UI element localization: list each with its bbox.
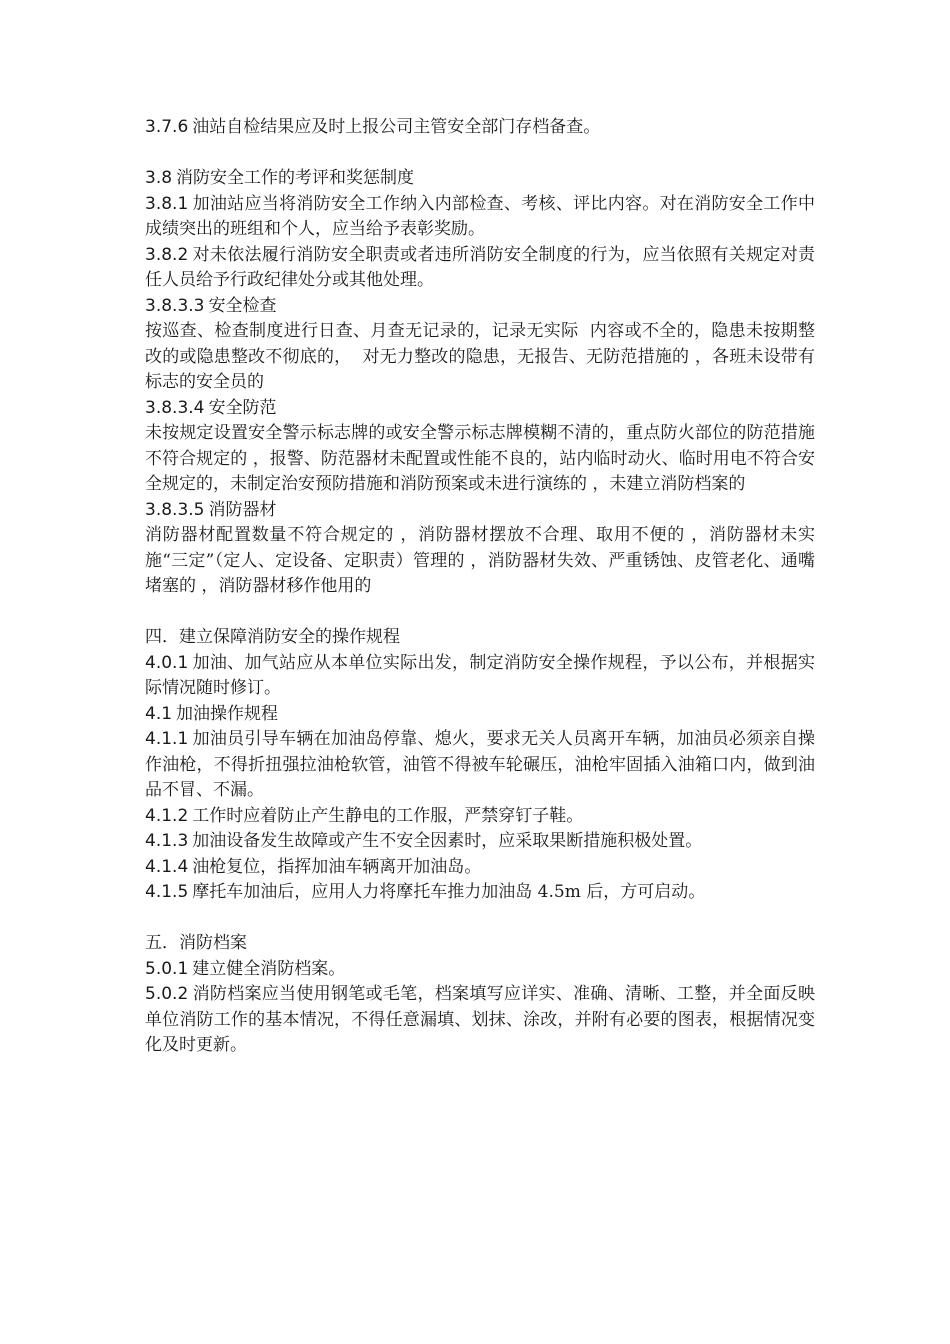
- section-number: 5.0.2: [145, 984, 189, 1004]
- paragraph-text: 对未依法履行消防安全职责或者违所消防安全制度的行为，应当依照有关规定对责任人员给予行政纪律处分或其他处理。: [145, 244, 815, 290]
- paragraph: [145, 931, 815, 957]
- paragraph-text: 加油站应当将消防安全工作纳入内部检查、考核、评比内容。对在消防安全工作中成绩突出的班组和个人，应当给予表彰奖励。: [145, 193, 815, 239]
- paragraph: [145, 855, 815, 881]
- paragraph: [145, 957, 815, 983]
- section-number: 3.8.2: [145, 244, 189, 265]
- section-number: 4.1.2: [145, 805, 189, 826]
- paragraph-text: 五．消防档案: [145, 933, 247, 953]
- paragraph-text: 加油设备发生故障或产生不安全因素时，应采取果断措施积极处置。: [192, 831, 703, 851]
- section-number: 4.1.1: [145, 729, 189, 749]
- paragraph-text: 四．建立保障消防安全的操作规程: [145, 627, 400, 647]
- section-number: 4.1.5: [145, 882, 189, 902]
- paragraph: [145, 727, 815, 804]
- section-number: 3.8: [145, 168, 173, 188]
- paragraph-text: 加油员引导车辆在加油岛停靠、熄火，要求无关人员离开车辆，加油员必须亲自操作油枪，不得折扭强拉油枪软管，油管不得被车轮碾压，油枪牢固插入油箱口内，做到油品不冒、不漏。: [145, 729, 815, 800]
- paragraph-text: 消防器材配置数量不符合规定的 ，消防器材摆放不合理、取用不便的 ，消防器材未实施“三定”（定人、定设备、定职责）管理的 ，消防器材失效、严重锈蚀、皮管老化、通嘴堵塞的 ，消防器材移作他用的: [145, 525, 815, 596]
- paragraph-text: 安全检查: [208, 295, 277, 316]
- paragraph: [145, 982, 815, 1059]
- section-number: 4.0.1: [145, 652, 189, 673]
- paragraph: [145, 804, 815, 830]
- paragraph-gap: [145, 600, 815, 626]
- paragraph-text: 加油操作规程: [176, 703, 279, 724]
- paragraph-text: 未按规定设置安全警示标志牌的或安全警示标志牌模糊不清的，重点防火部位的防范措施不符合规定的 ，报警、防范器材未配置或性能不良的，站内临时动火、临时用电不符合安全规定的，未制定治安预防措施和消防预案或未进行演练的 ，未建立消防档案的: [145, 423, 815, 494]
- paragraph-text: 消防安全工作的考评和奖惩制度: [176, 168, 415, 188]
- paragraph: [145, 294, 815, 320]
- section-number: 3.8.1: [145, 193, 189, 214]
- paragraph-text: 摩托车加油后，应用人力将摩托车推力加油岛 4.5m 后，方可启动。: [192, 882, 706, 902]
- paragraph: [145, 702, 815, 728]
- paragraph: [145, 625, 815, 651]
- paragraph-gap: [145, 141, 815, 167]
- paragraph: [145, 829, 815, 855]
- paragraph-text: 油枪复位，指挥加油车辆离开加油岛。: [192, 856, 482, 877]
- paragraph-text: 安全防范: [208, 397, 277, 418]
- paragraph-text: 消防器材: [208, 499, 277, 520]
- document-body: [145, 115, 815, 1059]
- section-number: 4.1.4: [145, 856, 189, 877]
- paragraph: [145, 319, 815, 396]
- paragraph: [145, 880, 815, 906]
- paragraph: [145, 421, 815, 498]
- paragraph: [145, 115, 815, 141]
- paragraph: [145, 651, 815, 702]
- paragraph: [145, 243, 815, 294]
- paragraph: [145, 192, 815, 243]
- section-number: 3.8.3.3: [145, 295, 205, 316]
- paragraph-text: 消防档案应当使用钢笔或毛笔，档案填写应详实、准确、清晰、工整，并全面反映单位消防工作的基本情况，不得任意漏填、划抹、涂改，并附有必要的图表，根据情况变化及时更新。: [145, 984, 815, 1055]
- paragraph-text: 建立健全消防档案。: [192, 958, 346, 979]
- paragraph-gap: [145, 906, 815, 932]
- paragraph: [145, 396, 815, 422]
- section-number: 4.1.3: [145, 831, 189, 851]
- section-number: 3.7.6: [145, 117, 189, 137]
- paragraph-text: 加油、加气站应从本单位实际出发，制定消防安全操作规程，予以公布，并根据实际情况随时修订。: [145, 652, 815, 698]
- paragraph: [145, 498, 815, 524]
- section-number: 3.8.3.5: [145, 499, 205, 520]
- paragraph-text: 油站自检结果应及时上报公司主管安全部门存档备查。: [192, 117, 601, 137]
- section-number: 5.0.1: [145, 958, 189, 979]
- paragraph: [145, 523, 815, 600]
- section-number: 4.1: [145, 703, 173, 724]
- section-number: 3.8.3.4: [145, 397, 205, 418]
- paragraph: [145, 166, 815, 192]
- paragraph-text: 工作时应着防止产生静电的工作服，严禁穿钉子鞋。: [192, 805, 584, 826]
- paragraph-text: 按巡查、检查制度进行日查、月查无记录的，记录无实际 内容或不全的，隐患未按期整改的或隐患整改不彻底的， 对无力整改的隐患，无报告、无防范措施的 ，各班未设带有标志的安全员的: [145, 321, 815, 392]
